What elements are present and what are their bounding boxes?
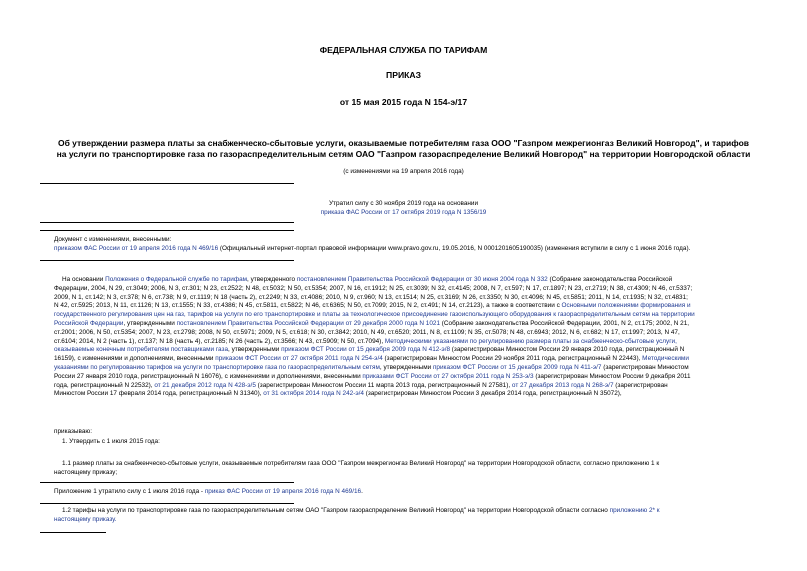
document-title-line-1: Об утверждении размера платы за снабженческо-сбытовые услуги, оказываемые потребителям газа ООО "Газпром межрегионгаз Великий Новгород", и тарифов (57, 138, 750, 148)
doc-type-heading: ПРИКАЗ (386, 70, 421, 80)
item-1-1: 1.1 размер платы за снабженческо-сбытовые услуги, оказываемые потребителям газа ООО "Газпром межрегионгаз Великий Новгород" на территории Новгородской области, согласно приложению 1 к настоящему приказу; (54, 460, 660, 476)
methodical-guidelines-fee-link[interactable]: Методическими указаниями по регулированию размера платы за снабженческо-сбытовые услуги, (384, 337, 677, 345)
appendix-2-link[interactable]: приложению 2* к (609, 507, 660, 514)
divider (40, 230, 294, 231)
agency-heading: ФЕДЕРАЛЬНАЯ СЛУЖБА ПО ТАРИФАМ (319, 45, 488, 55)
doc-date-heading: от 15 мая 2015 года N 154-э/17 (339, 97, 468, 107)
divider (40, 482, 294, 483)
amendment-details: (Официальный интернет-портал правовой информации www.pravo.gov.ru, 19.05.2016, N 0001201605190035) (изменения вступили в силу с 1 июня 2016 года). (218, 245, 691, 252)
changes-note: (с изменениями на 19 апреля 2016 года) (343, 168, 464, 175)
lost-force-link[interactable]: приказа ФАС России от 17 октября 2019 года N 1356/19 (320, 209, 487, 216)
basic-provisions-link[interactable]: Основными положениями формирования и (561, 302, 691, 310)
divider (40, 260, 294, 261)
orders-word: приказываю: (54, 428, 92, 435)
order-268-link[interactable]: от 27 декабря 2013 года N 268-э/7 (511, 381, 614, 389)
divider (40, 183, 294, 184)
order-428-link[interactable]: от 21 декабря 2012 года N 428-э/5 (154, 381, 256, 389)
decree-332-link[interactable]: постановлением Правительства Российской Федерации от 30 июня 2004 года N 332 (296, 276, 548, 283)
amendment-link[interactable]: приказом ФАС России от 19 апреля 2016 года N 469/16 (54, 245, 219, 252)
methodical-guidelines-tariff-link[interactable]: Методическими (642, 355, 689, 363)
appendix-lost-note: Приложение 1 утратило силу с 1 июля 2016 года - приказ ФАС России от 19 апреля 2016 года N 469/16. (54, 488, 363, 495)
appendix-lost-link[interactable]: приказ ФАС России от 19 апреля 2016 года N 469/16 (204, 488, 362, 495)
appendix-2-link-cont[interactable]: настоящему приказу. (54, 515, 117, 523)
divider (40, 222, 294, 223)
amendments-label: Документ с изменениями, внесенными: (54, 236, 172, 243)
item-1-2: 1.2 тарифы на услуги по транспортировке газа по газораспределительным сетям ОАО "Газпром газораспределение Великий Новгород" на территории Новгородской области согласно приложению 2* к настоящему приказу. (54, 507, 770, 525)
lost-force-text: Утратил силу с 30 ноября 2019 года на основании (328, 200, 479, 207)
footnote-divider (40, 532, 106, 533)
order-242-link[interactable]: от 31 октября 2014 года N 242-э/4 (263, 390, 364, 398)
decree-1021-link[interactable]: постановлением Правительства Российской Федерации от 29 декабря 2000 года N 1021 (176, 319, 440, 327)
order-412-link[interactable]: приказом ФСТ России от 15 декабря 2009 года N 412-э/8 (281, 346, 451, 354)
order-411-link[interactable]: приказом ФСТ России от 15 декабря 2009 года N 411-э/7 (432, 363, 602, 371)
order-253-link[interactable]: приказами ФСТ России от 27 октября 2011 года N 253-э/3 (362, 372, 534, 380)
basic-provisions-link-cont[interactable]: государственного регулирования цен на газ, тарифов на услуги по его транспортировке и платы за технологическое присоединение газоиспользующего оборудования к газораспределительным сетям на территории (54, 311, 695, 319)
item-1: 1. Утвердить с 1 июля 2015 года: (62, 438, 160, 445)
document-title-line-2: на услуги по транспортировке газа по газораспределительным сетям ОАО "Газпром газораспределение Великий Новгород" на территории Новгородской области (56, 149, 751, 159)
divider (40, 503, 294, 504)
order-254-link[interactable]: приказом ФСТ России от 27 октября 2011 года N 254-э/4 (215, 355, 383, 363)
amendments-line (54, 245, 770, 254)
basis-paragraph: На основании Положения о Федеральной службе по тарифам, утвержденного постановлением Правительства Российской Федерации от 30 июня 2004 года N 332 (Собрание законодательства Российской Федерации, 2004, N 29, ст.3049; 2006, N 3, ст.301; N 23, ст.2522; N 48, ст.5032; N 50, ст.5354; 2007, N 16, ст.1912; N 25, ст.3039; N 32, ст.4145; 2008, N 7, ст.597; N 17, ст.1897; N 23, ст.2719; N 38, ст.4309; N 46, ст.5337; 2009, N 1, ст.142; N 3, ст.378; N 6, ст.738; N 9, ст.1119; N 18 (часть 2), ст.2249; N 33, ст.4086; 2010, N 9, ст.960; N 13, ст.1514; N 25, ст.3169; N 26, ст.3350; N 30, ст.4096; N 45, ст.5851; 2011, N 14, ст.1935; N 32, ст.4831; N 42, ст.5925; 2013, N 11, ст.1126; N 13, ст.1555; N 33, ст.4386; N 45, ст.5811, ст.5822; N 46, ст.6365; N 50, ст.7099; 2015, N 2, ст.491; N 14, ст.2123), а также в соответствии с Основными положениями формирования и государственного регулирования цен на газ, тарифов на услуги по его транспортировке и платы за технологическое присоединение газоиспользующего оборудования к газораспределительным сетям на территории Российской Федерации, утвержденными постановлением Правительства Российской Федерации от 29 декабря 2000 года N 1021 (Собрание законодательства Российской Федерации, 2001, N 2, ст.175; 2002, N 21, ст.2001; 2006, N 50, ст.5354; 2007, N 23, ст.2798; 2008, N 50, ст.5971; 2009, N 5, ст.618; N 30, ст.3842; 2010, N 49, ст.6520; 2011, N 8, ст.1109; N 35, ст.5078; N 48, ст.6943; 2012, N 6, ст.682; N 17, ст.1997; 2013, N 47, ст.6104; 2014, N 2 (часть 1), ст.137; N 18 (часть 4), ст.2185; N 26 (часть 2), ст.3566; N 43, ст.5909; N 50, ст.7094), Методическими указаниями по регулированию размера платы за снабженческо-сбытовые услуги, оказываемые конечным потребителям поставщиками газа, утвержденными приказом ФСТ России от 15 декабря 2009 года N 412-э/8 (зарегистрирован Минюстом России 29 января 2010 года, регистрационный N 16159), с изменениями и дополнениями, внесенными приказом ФСТ России от 27 октября 2011 года N 254-э/4 (зарегистрирован Минюстом России 29 ноября 2011 года, регистрационный N 22443), Методическими указаниями по регулированию тарифов на услуги по транспортировке газа по газораспределительным сетям, утвержденными приказом ФСТ России от 15 декабря 2009 года N 411-э/7 (зарегистрирован Минюстом России 27 января 2010 года, регистрационный N 16076), с изменениями и дополнениями, внесенными приказами ФСТ России от 27 октября 2011 года N 253-э/3 (зарегистрирован Минюстом России 9 декабря 2011 года, регистрационный N 22532), от 21 декабря 2012 года N 428-э/5 (зарегистрирован Минюстом России 11 марта 2013 года, регистрационный N 27581), от 27 декабря 2013 года N 268-э/7 (зарегистрирован Минюстом России 17 февраля 2014 года, регистрационный N 31340), от 31 октября 2014 года N 242-э/4 (зарегистрирован Минюстом России 3 декабря 2014 года, регистрационный N 35072), (54, 276, 770, 399)
regulation-link[interactable]: Положения о Федеральной службе по тарифам (105, 276, 248, 283)
